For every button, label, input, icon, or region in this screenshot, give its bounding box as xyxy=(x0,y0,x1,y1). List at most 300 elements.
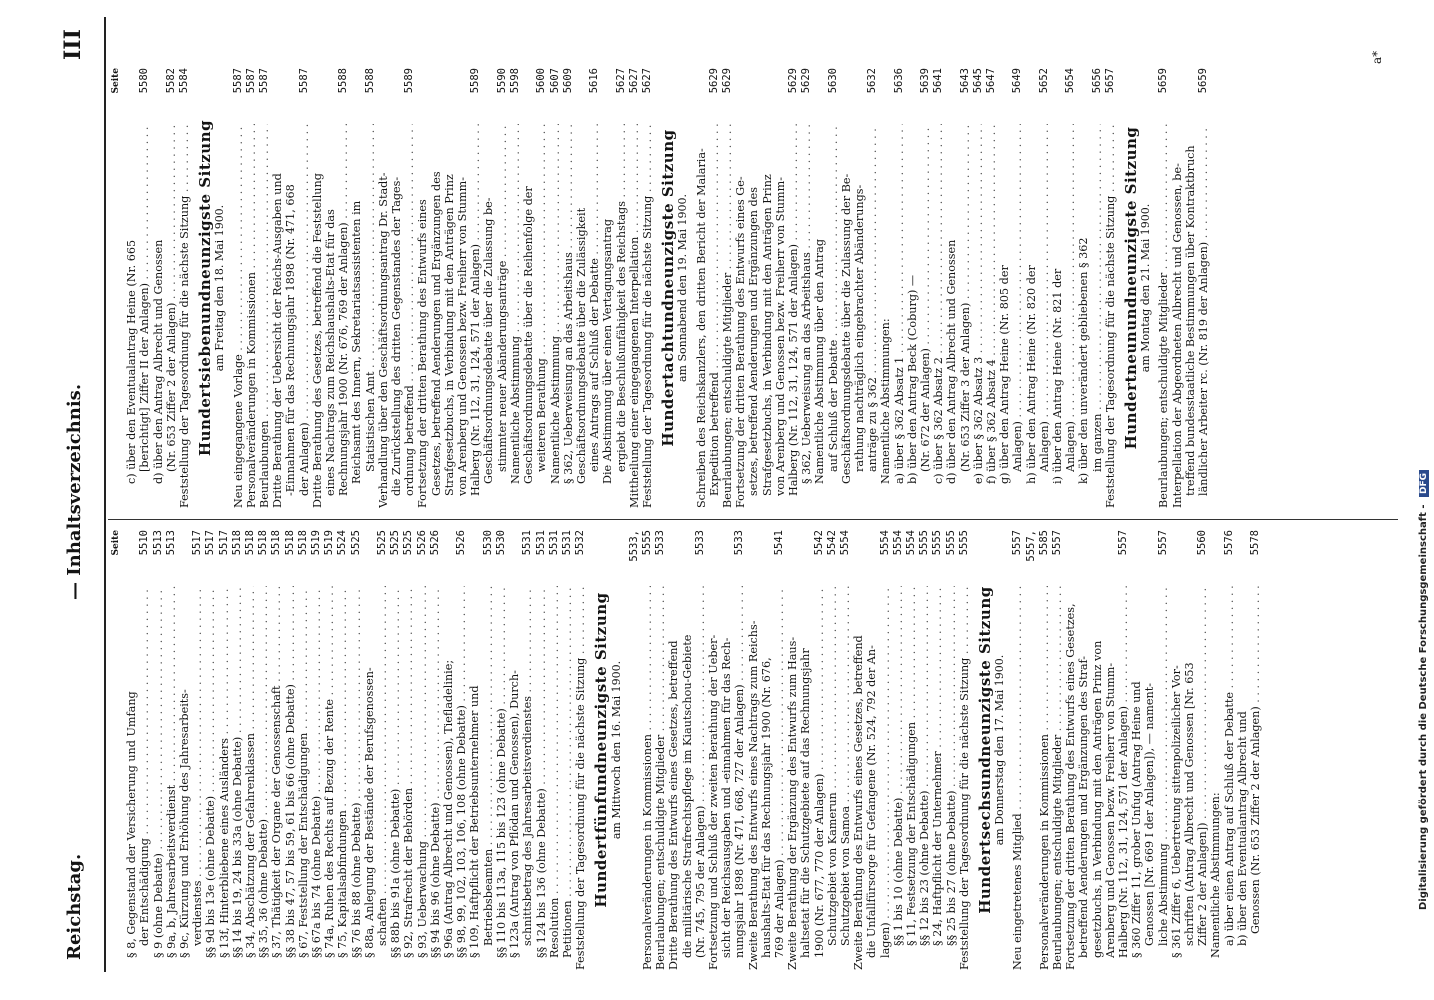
toc-entry-text: ordnung betreffend . . . xyxy=(403,124,416,496)
toc-entry-text: Feststellung der Tagesordnung für die nächste Sitzung . . . xyxy=(641,124,654,508)
toc-entry-text: Ziffer 2 der Anlagen]) . . . xyxy=(1196,586,1209,946)
toc-page-number: 5525 xyxy=(402,530,415,556)
toc-entry-text: Feststellung der Tagesordnung für die nächste Sitzung . . . xyxy=(958,586,971,970)
toc-entry xyxy=(165,68,178,508)
toc-entry xyxy=(482,530,495,970)
toc-entry-text: Anlagen) . . . xyxy=(1038,124,1051,472)
toc-page-number: 5532 xyxy=(574,530,587,556)
toc-page-number: 5656 xyxy=(1090,68,1103,94)
toc-entry xyxy=(535,68,548,508)
digitization-text: Digitalisierung gefördert durch die Deutsche Forschungsgemeinschaft - xyxy=(1418,504,1429,910)
toc-page-number: 5576 xyxy=(1222,530,1235,556)
toc-entry xyxy=(892,530,905,970)
toc-page-number: 5580 xyxy=(138,68,151,94)
toc-page-number: 5530 xyxy=(481,530,494,556)
toc-page-number: 5657 xyxy=(1103,68,1116,94)
toc-entry xyxy=(324,68,337,508)
toc-entry xyxy=(509,68,522,508)
toc-page-number: 5643 xyxy=(958,68,971,94)
toc-page-number: 5654 xyxy=(1064,68,1077,94)
toc-entry-text: §§ 14 bis 19, 24 bis 33a (ohne Debatte) . . . xyxy=(231,586,244,958)
toc-entry xyxy=(918,530,931,970)
toc-entry xyxy=(879,68,892,508)
dfg-badge: DFG xyxy=(1419,470,1429,497)
toc-entry xyxy=(840,68,853,508)
toc-page-number: 5525 xyxy=(389,530,402,556)
toc-entry xyxy=(443,68,456,508)
toc-page-number: 5542 xyxy=(812,530,825,556)
toc-entry-text: (Nr. 653 Ziffer 2 der Anlagen) . . . xyxy=(165,124,178,472)
toc-entry xyxy=(1011,68,1024,508)
toc-entry-text: 1900 (Nr. 677, 770 der Anlagen) . . . xyxy=(813,586,826,958)
toc-entry xyxy=(271,68,284,508)
toc-entry-text: § 13f, Hinterbliebene eines Ausländers . . . xyxy=(218,586,231,958)
toc-entry-text: Dritte Berathung des Gesetzes, betreffend die Feststellung xyxy=(310,173,324,508)
toc-entry-text: schaften . . . xyxy=(376,586,389,946)
toc-page-number: 5629 xyxy=(707,68,720,94)
toc-entry-text: § 93, Ueberwachung . . . xyxy=(416,586,429,958)
toc-entry-text: Anlagen) . . . xyxy=(1064,124,1077,472)
toc-entry xyxy=(390,68,403,508)
page-header xyxy=(58,0,98,1000)
toc-entry-text: §§ 35, 36 (ohne Debatte) . . . xyxy=(257,586,270,958)
toc-page-number: 5632 xyxy=(866,68,879,94)
toc-entry-text: h) über den Antrag Heine (Nr. 820 der xyxy=(1024,265,1038,484)
toc-entry xyxy=(416,68,429,508)
toc-entry xyxy=(906,68,919,508)
toc-entry-text: (Nr. 653 Ziffer 3 der Anlagen) . . . xyxy=(959,124,972,472)
toc-entry-text: liche Abstimmung . . . xyxy=(1157,586,1170,946)
toc-entry xyxy=(1025,68,1038,508)
toc-page-number: 5588 xyxy=(363,68,376,94)
toc-entry-text: Dritte Berathung des Entwurfs eines Gesetzes, betreffend xyxy=(667,640,681,970)
toc-page-number: 5542 xyxy=(825,530,838,556)
toc-entry-text: b) über den Antrag Beck (Coburg) — xyxy=(905,274,919,484)
toc-entry-text: Namentliche Abstimmung . . . xyxy=(509,124,522,484)
toc-page-number: 5639 xyxy=(918,68,931,94)
toc-entry xyxy=(549,68,562,508)
toc-page-number: 5557 xyxy=(1051,530,1064,556)
toc-entry xyxy=(495,530,508,970)
toc-entry xyxy=(323,530,336,970)
toc-page-number: 5587 xyxy=(244,68,257,94)
toc-page-number: 5652 xyxy=(1037,68,1050,94)
toc-entry-text: Anlagen) . . . xyxy=(1011,124,1024,472)
right-column xyxy=(110,68,1210,508)
toc-entry xyxy=(734,68,747,508)
toc-entry-text: stimmter neuer Abänderungsanträge . . . xyxy=(496,124,509,472)
toc-page-number: 5533 xyxy=(733,530,746,556)
toc-entry-text: § 109, Haftpflicht der Betriebsunternehmer und xyxy=(468,685,482,958)
toc-page-number: 5517 xyxy=(204,530,217,556)
session-date: am Mittwoch den 16. Mai 1900. xyxy=(609,660,623,840)
toc-entry xyxy=(231,530,244,970)
toc-page-number: 5554 xyxy=(891,530,904,556)
toc-entry-text: §§ 124 bis 136 (ohne Debatte) . . . xyxy=(535,586,548,958)
toc-entry-text: Fortsetzung der dritten Berathung des Entwurfs eines Ge- xyxy=(734,176,748,508)
toc-entry xyxy=(244,530,257,970)
toc-entry xyxy=(1064,530,1077,970)
toc-page-number: 5533 xyxy=(693,530,706,556)
toc-entry-text: Strafgesetzbuchs, in Verbindung mit den Anträgen Prinz xyxy=(760,174,774,496)
toc-entry xyxy=(853,68,866,508)
toc-entry xyxy=(773,530,786,970)
toc-entry-text: Resolution . . . xyxy=(548,586,561,958)
toc-entry-text: c) über den Eventualantrag Heine (Nr. 665 xyxy=(125,239,139,484)
toc-page-number: 5584 xyxy=(178,68,191,94)
toc-entry xyxy=(218,530,231,970)
toc-entry-text: Personalveränderungen in Kommissionen . . . xyxy=(1038,586,1051,970)
toc-page-number: 5607 xyxy=(548,68,561,94)
toc-page-number: 5519 xyxy=(323,530,336,556)
toc-entry-text: eines Nachtrags zum Reichshaushalts-Etat für das xyxy=(324,209,338,496)
toc-entry xyxy=(152,68,165,508)
toc-entry-text: Personalveränderungen in Kommissionen . . . xyxy=(245,124,258,508)
toc-entry xyxy=(760,530,773,970)
header-left: Reichstag. xyxy=(64,853,85,960)
toc-entry xyxy=(945,68,958,508)
toc-entry-text: § 9c, Kürzung und Erhöhung des Jahresarbeits- xyxy=(178,689,192,958)
toc-entry xyxy=(813,530,826,970)
toc-page-number: 5555 xyxy=(918,530,931,556)
toc-page-number: 5526 xyxy=(455,530,468,556)
toc-entry-text: Beurlaubungen; entschuldigte Mitglieder . . . xyxy=(654,586,667,970)
toc-entry-text: ländlicher Arbeiter rc. (Nr. 819 der Anlagen) . . . xyxy=(1197,124,1210,496)
toc-entry-text: § 9 (ohne Debatte) . . . xyxy=(152,586,165,958)
toc-page-number: 5518 xyxy=(283,530,296,556)
toc-entry-text: Beurlaubungen . . . xyxy=(258,124,271,508)
toc-entry-text: haltsetat für die Schutzgebiete auf das Rechnungsjahr xyxy=(799,648,813,958)
toc-entry-text: b) über den Eventualantrag Albrecht und xyxy=(1235,711,1249,946)
toc-page-number: 5589 xyxy=(403,68,416,94)
toc-entry xyxy=(1209,530,1222,970)
toc-entry xyxy=(919,68,932,508)
session-date: am Sonnabend den 19. Mai 1900. xyxy=(676,194,690,382)
toc-entry-text: von Arenberg und Genossen bezw. Freiherr von Stumm- xyxy=(456,176,470,496)
toc-entry-text: die Zurückstellung des dritten Gegenstandes der Tages- xyxy=(390,176,404,496)
toc-entry xyxy=(839,530,852,970)
toc-entry xyxy=(1157,530,1170,970)
toc-entry xyxy=(733,530,746,970)
toc-entry xyxy=(827,68,840,508)
toc-entry-text: im ganzen . . . xyxy=(1091,124,1104,472)
toc-entry-text: rathung nachträglich eingebrachter Abänderungs- xyxy=(852,184,866,472)
toc-entry xyxy=(1011,530,1024,970)
session-heading: Hundertachtundneunzigste Sitzung xyxy=(659,129,678,447)
toc-entry xyxy=(350,530,363,970)
toc-entry-text: Arenberg und Genossen bezw. Freiherr von Stumm- xyxy=(1103,662,1117,958)
toc-entry-text: Geschäftsordnungsdebatte über die Zulässigkeit xyxy=(574,207,588,484)
toc-entry-text: § 88a, Anlegung der Bestände der Berufsgenossen- xyxy=(362,667,376,958)
toc-entry-text: § 9a, b, Jahresarbeitsverdienst . . . xyxy=(165,586,178,958)
toc-entry xyxy=(508,530,521,970)
toc-page-number: 5582 xyxy=(164,68,177,94)
session-date: am Freitag den 18. Mai 1900. xyxy=(213,204,227,372)
toc-entry xyxy=(747,530,760,970)
toc-entry-text: a) über einen Antrag auf Schluß der Debatte . . . xyxy=(1223,586,1236,946)
toc-page-number: 5519 xyxy=(310,530,323,556)
toc-entry xyxy=(496,68,509,508)
toc-entry-text: Feststellung der Tagesordnung für die nächste Sitzung . . . xyxy=(1104,124,1117,508)
toc-page-number: 5627 xyxy=(614,68,627,94)
toc-entry xyxy=(1143,530,1156,970)
toc-entry-text: sicht der Reichsausgaben und -einnahmen für das Rech- xyxy=(720,637,734,958)
toc-entry-text: d) über den Antrag Albrecht und Genossen xyxy=(945,239,959,484)
toc-page-number: 5590 xyxy=(495,68,508,94)
toc-entry xyxy=(284,530,297,970)
toc-entry-text: §§ 88b bis 91a (ohne Debatte) . . . xyxy=(389,586,402,958)
toc-page-number: 5630 xyxy=(826,68,839,94)
toc-page-number: 5616 xyxy=(588,68,601,94)
toc-entry-text: § 34, Abschätzung der Gefahrenklassen . . . xyxy=(244,586,257,958)
toc-entry xyxy=(641,68,654,508)
toc-page-number: 5627 xyxy=(640,68,653,94)
toc-entry xyxy=(1117,530,1130,970)
toc-entry-text: setzes, betreffend Aenderungen und Ergänzungen des xyxy=(747,186,761,496)
toc-page-number: 5587 xyxy=(258,68,271,94)
toc-entry xyxy=(138,530,151,970)
toc-entry xyxy=(1091,530,1104,970)
toc-page-number: 5533, 5555 xyxy=(627,530,653,562)
toc-entry-text: Strafgesetzbuchs, in Verbindung mit den Anträgen Prinz xyxy=(442,174,456,496)
toc-entry xyxy=(893,68,906,508)
toc-entry-text: §§ 67a bis 74 (ohne Debatte) . . . xyxy=(310,586,323,958)
toc-page-number: 5541 xyxy=(772,530,785,556)
toc-page-number: 5557 xyxy=(1011,530,1024,556)
toc-entry xyxy=(826,530,839,970)
toc-entry-text: Schutzgebiet von Samoa . . . xyxy=(839,586,852,946)
toc-entry xyxy=(1051,530,1064,970)
toc-entry xyxy=(535,530,548,970)
toc-entry xyxy=(972,68,985,508)
toc-entry-text: Rechnungsjahr 1900 (Nr. 676, 769 der Anlagen) . . . xyxy=(337,124,350,496)
toc-page-number: 5518 xyxy=(296,530,309,556)
toc-page-number: 5524 xyxy=(336,530,349,556)
seite-label: Seite xyxy=(111,68,121,94)
toc-entry xyxy=(747,68,760,508)
toc-entry-text: §§ 94 bis 96 (ohne Debatte) . . . xyxy=(429,586,442,958)
toc-entry-text: f) über § 362 Absatz 4 . . . xyxy=(985,124,998,484)
toc-page-number: 5518 xyxy=(244,530,257,556)
toc-page-number: 5557 xyxy=(1156,530,1169,556)
toc-entry xyxy=(707,530,720,970)
toc-entry xyxy=(852,530,865,970)
toc-entry xyxy=(959,68,972,508)
toc-entry xyxy=(1171,68,1184,508)
toc-page-number: 5525 xyxy=(376,530,389,556)
toc-entry xyxy=(694,530,707,970)
toc-entry xyxy=(1184,68,1197,508)
toc-entry xyxy=(813,68,826,508)
toc-entry-text: g) über den Antrag Heine (Nr. 805 der xyxy=(998,265,1012,484)
toc-entry-text: d) über den Antrag Albrecht und Genossen xyxy=(151,239,165,484)
toc-entry xyxy=(258,68,271,508)
toc-entry-text: -Einnahmen für das Rechnungsjahr 1898 (Nr. 471, 668 xyxy=(284,184,298,496)
toc-entry-text: Verhandlung über den Geschäftsordnungsantrag Dr. Stadt- xyxy=(376,172,390,508)
header-title: — Inhaltsverzeichnis. xyxy=(64,383,85,600)
toc-entry-text: Halberg (Nr. 112, 31, 124, 571 der Anlagen) . . . xyxy=(1117,586,1130,958)
toc-entry xyxy=(1038,68,1051,508)
toc-entry xyxy=(1170,530,1183,970)
toc-entry xyxy=(442,530,455,970)
toc-entry xyxy=(998,68,1011,508)
left-column xyxy=(110,530,1262,970)
toc-entry xyxy=(350,68,363,508)
toc-entry-text: §§ 25 bis 27 (ohne Debatte) . . . xyxy=(945,586,958,946)
toc-entry-text: Die Abstimmung über einen Vertagungsantrag xyxy=(601,218,615,484)
toc-page-number: 5526 xyxy=(428,530,441,556)
toc-entry xyxy=(165,530,178,970)
toc-entry xyxy=(695,68,708,508)
header-rule xyxy=(104,17,106,972)
toc-page-number: 5629 xyxy=(786,68,799,94)
toc-entry-text: Feststellung der Tagesordnung für die nächste Sitzung . . . xyxy=(178,124,191,508)
toc-entry xyxy=(257,530,270,970)
toc-page-number: 5518 xyxy=(270,530,283,556)
toc-entry-text: der Entschädigung . . . xyxy=(138,586,151,946)
toc-entry xyxy=(958,530,971,970)
toc-entry-text: die Unfallfürsorge für Gefangene (Nr. 524, 792 der An- xyxy=(865,645,879,958)
digitization-note xyxy=(1418,470,1429,910)
toc-entry xyxy=(945,530,958,970)
toc-entry xyxy=(628,68,641,508)
toc-page-number: 5554 xyxy=(878,530,891,556)
session-date: am Donnerstag den 17. Mai 1900. xyxy=(993,654,1007,846)
toc-entry-text: Halberg (Nr. 112, 31, 124, 571 der Anlagen) . . . xyxy=(469,124,482,496)
toc-entry-text: Namentliche Abstimmung über den Antrag xyxy=(813,239,827,484)
toc-page-number: 5518 xyxy=(230,530,243,556)
toc-entry xyxy=(799,530,812,970)
toc-entry-text: (Nr. 745, 795 der Anlagen) . . . xyxy=(694,586,707,958)
toc-entry-text: k) über den unverändert gebliebenen § 362 xyxy=(1077,237,1091,484)
toc-entry xyxy=(521,530,534,970)
toc-entry-text: Expedition betreffend . . . xyxy=(708,124,721,496)
toc-entry-text: Betriebsbeamten . . . xyxy=(482,586,495,946)
toc-entry xyxy=(336,530,349,970)
toc-entry xyxy=(376,530,389,970)
toc-entry-text: haushalts-Etat für das Rechnungsjahr 1900 (Nr. 676, xyxy=(759,657,773,958)
toc-entry-text: weiteren Berathung . . . xyxy=(535,124,548,472)
toc-page-number: 5517 xyxy=(191,530,204,556)
toc-entry-text: ergiebt die Beschlußunfähigkeit des Reichstags . . . xyxy=(615,124,628,472)
toc-entry-text: Geschäftsordnungsdebatte über die Zulassung be- xyxy=(482,197,496,484)
toc-entry-text: i) über den Antrag Heine (Nr. 821 der xyxy=(1051,268,1065,484)
toc-entry xyxy=(364,68,377,508)
toc-entry-text: §§ 12 bis 23 (ohne Debatte) . . . xyxy=(918,586,931,946)
toc-entry-text: §§ 110 bis 113a, 115 bis 123 (ohne Debatte) . . . xyxy=(495,586,508,958)
toc-entry-text: Namentliche Abstimmung . . . xyxy=(549,124,562,484)
toc-entry xyxy=(138,68,151,508)
toc-entry-text: Dritte Berathung der Uebersicht der Reichs-Ausgaben und xyxy=(271,173,285,508)
toc-entry-text: §§ 38 bis 47, 57 bis 59, 61 bis 66 (ohne Debatte) . . . xyxy=(284,586,297,958)
toc-entry-text: § 360 Ziffer 11, grober Unfug (Antrag Heine und xyxy=(1130,681,1144,958)
toc-entry-text: nungsjahr 1898 (Nr. 471, 668, 727 der Anlagen) . . . xyxy=(733,586,746,958)
toc-entry xyxy=(985,68,998,508)
toc-entry xyxy=(761,68,774,508)
toc-entry-text: § 75, Kapitalsabfindungen . . . xyxy=(336,586,349,958)
toc-entry-text: Geschäftsordnungsdebatte über die Reihenfolge der xyxy=(522,186,536,484)
toc-entry-text: der Anlagen) . . . xyxy=(298,124,311,496)
toc-entry xyxy=(774,68,787,508)
toc-entry xyxy=(416,530,429,970)
toc-entry-text: §§ 76 bis 88 (ohne Debatte) . . . xyxy=(350,586,363,958)
toc-entry-text: Beurlaubungen; entschuldigte Mitglieder . . . xyxy=(721,124,734,508)
toc-entry-text: Halberg (Nr. 112, 31, 124, 571 der Anlagen) . . . xyxy=(787,124,800,496)
toc-page-number: 5598 xyxy=(508,68,521,94)
toc-entry xyxy=(654,530,667,970)
toc-page-number: 5557, 5585 xyxy=(1024,530,1050,562)
toc-entry xyxy=(1077,530,1090,970)
toc-entry xyxy=(298,68,311,508)
toc-entry-text: Reichsamt des Innern, Sekretariatsassistenten im xyxy=(350,200,364,484)
toc-entry xyxy=(429,530,442,970)
session-date: am Montag den 21. Mai 1900. xyxy=(1139,203,1153,373)
page-number: III xyxy=(60,29,86,60)
toc-entry xyxy=(178,530,191,970)
toc-entry-text: von Arenberg und Genossen bezw. Freiherr von Stumm- xyxy=(773,176,787,496)
toc-entry-text: § 8, Gegenstand der Versicherung und Umfang xyxy=(125,691,139,958)
toc-entry xyxy=(297,530,310,970)
toc-entry xyxy=(456,68,469,508)
toc-page-number: 5560 xyxy=(1196,530,1209,556)
toc-page-number: 5649 xyxy=(1011,68,1024,94)
toc-entry-text: lagen) . . . xyxy=(879,586,892,958)
toc-page-number: 5589 xyxy=(469,68,482,94)
seite-label: Seite xyxy=(111,530,121,556)
toc-entry xyxy=(191,530,204,970)
toc-entry xyxy=(932,68,945,508)
toc-entry xyxy=(879,530,892,970)
toc-entry xyxy=(310,530,323,970)
toc-entry xyxy=(931,530,944,970)
session-heading: Hundertneunundneunzigste Sitzung xyxy=(1122,126,1141,450)
toc-entry-text: § 361 Ziffer 6, Uebertretung sittenpolizeilicher Vor- xyxy=(1169,665,1183,958)
toc-entry xyxy=(1104,68,1117,508)
toc-page-number: 5557 xyxy=(1117,530,1130,556)
toc-entry xyxy=(562,68,575,508)
toc-page-number: 5659 xyxy=(1157,68,1170,94)
toc-entry-text: § 74a, Ruhen des Rechts auf Bezug der Rente . . . xyxy=(323,586,336,958)
toc-page-number: 5510 xyxy=(138,530,151,556)
toc-entry xyxy=(1064,68,1077,508)
toc-entry xyxy=(1157,68,1170,508)
toc-entry-text: Zweite Berathung des Entwurfs eines Gesetzes, betreffend xyxy=(852,635,866,970)
toc-entry xyxy=(1091,68,1104,508)
toc-page-number: 5518 xyxy=(257,530,270,556)
toc-entry-text: Fortsetzung und Schluß der zweiten Berathung der Ueber- xyxy=(706,634,720,970)
toc-entry-text: Feststellung der Tagesordnung für die nächste Sitzung . . . xyxy=(574,586,587,970)
toc-page-number: 5531 xyxy=(547,530,560,556)
toc-entry xyxy=(430,68,443,508)
toc-entry xyxy=(1025,530,1051,970)
toc-entry-text: anträge zu § 362 . . . xyxy=(866,124,879,472)
toc-entry-text: a) über § 362 Absatz 1 . . . xyxy=(893,124,906,484)
toc-entry-text: § 123a (Antrag von Pflödan und Genossen), Durch- xyxy=(508,670,522,958)
toc-entry-text: § 362, Ueberweisung an das Arbeitshaus . . . xyxy=(562,124,575,484)
toc-entry-text: auf Schluß der Debatte . . . xyxy=(827,124,840,472)
toc-entry-text: die militärische Strafrechtspflege im Kiautschou-Gebiete xyxy=(680,634,694,958)
toc-page-number: 5517 xyxy=(217,530,230,556)
toc-entry-text: Fortsetzung der dritten Berathung des Entwurfs eines xyxy=(416,199,430,508)
toc-entry-text: §§ 9d bis 13e (ohne Debatte) . . . xyxy=(204,586,217,958)
toc-entry-text: § 92, Strafrecht der Behörden . . . xyxy=(402,586,415,958)
toc-entry xyxy=(787,68,800,508)
session-heading: Hundertfünfundneunzigste Sitzung xyxy=(592,592,611,908)
toc-entry-text: §§ 98, 99, 102, 103, 106, 108 (ohne Debatte) . . . xyxy=(455,586,468,958)
toc-entry xyxy=(363,530,376,970)
toc-page-number: 5636 xyxy=(892,68,905,94)
toc-entry xyxy=(588,68,601,508)
